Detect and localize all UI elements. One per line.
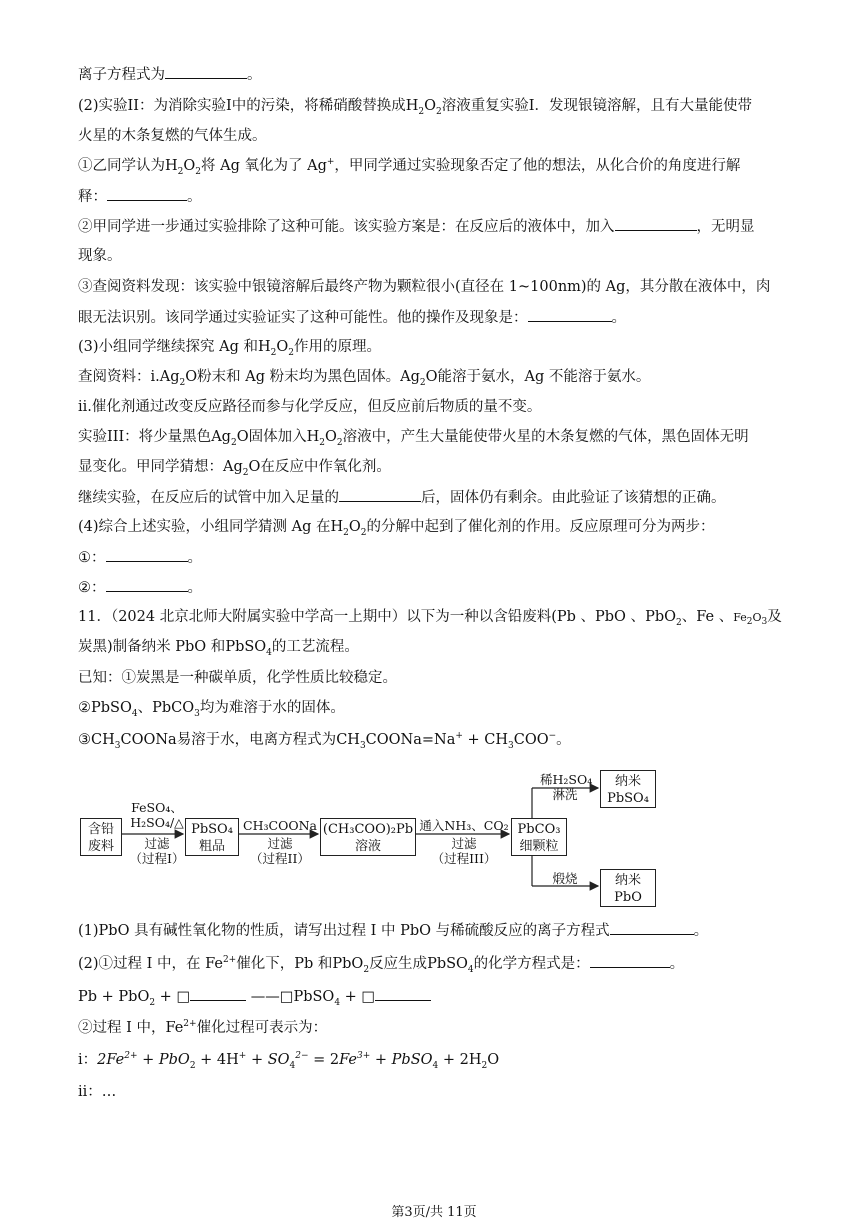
text-line: ③查阅资料发现：该实验中银镜溶解后最终产物为颗粒很小(直径在 1~100nm)的 Ag，其分散在液体中，肉 [78, 279, 771, 295]
text-line: ②甲同学进一步通过实验排除了这种可能。该实验方案是：在反应后的液体中，加入 ，无明显 [78, 216, 755, 237]
text-line: 显变化。甲同学猜想：$Ag_2O$在反应中作氧化剂。 [78, 459, 391, 478]
box-lead-acetate: (CH₃COO)₂Pb 溶液 [320, 818, 416, 856]
question-11-title: 11．（2024 北京北师大附属实验中学高一上期中）以下为一种以含铅废料(Pb 、PbO 、PbO$_2$、Fe 、$Fe_2O_3$及 [78, 609, 782, 628]
text-line: ②PbSO$_4$、PbCO$_3$均为难溶于水的固体。 [78, 700, 345, 719]
process-flow-diagram [78, 766, 798, 914]
text-line: 实验III：将少量黑色$Ag_2O$固体加入$H_2O_2$溶液中，产生大量能使带火星的木条复燃的气体，黑色固体无明 [78, 429, 749, 448]
text-line: ②过程 I 中，$Fe^{2+}$催化过程可表示为： [78, 1019, 328, 1036]
text-line: $③CH_3COONa$易溶于水，电离方程式为$CH_3COONa=Na^+ + CH_3COO^-$。 [78, 731, 571, 751]
box-lead-waste: 含铅 废料 [80, 818, 122, 856]
step5-label: 煅烧 [552, 871, 578, 886]
text-line: (1)PbO 具有碱性氧化物的性质，请写出过程 I 中 PbO 与稀硫酸反应的离子方程式 。 [78, 920, 708, 941]
step3-label: 过滤 （过程III） [431, 836, 497, 866]
step1-reagent: FeSO₄、 H₂SO₄/△ [130, 800, 184, 830]
box-nano-pbso4: 纳米 PbSO₄ [600, 770, 656, 808]
text-line: 释： 。 [78, 186, 202, 207]
box-pbco3: PbCO₃ 细颗粒 [511, 818, 567, 856]
box-pbso4-crude: PbSO₄ 粗品 [185, 818, 239, 856]
text-line: ii：… [78, 1084, 117, 1100]
box-nano-pbo: 纳米 PbO [600, 869, 656, 907]
text-line: 现象。 [78, 248, 122, 264]
equation-i: i：$2Fe^{2+} + PbO_2 + 4H^+ + SO_4^{2-} = 2Fe^{3+}$ + PbSO$_4$ + $2H_2O$ [78, 1051, 500, 1071]
text-line: (3)小组同学继续探究 Ag 和$H_2O_2$作用的原理。 [78, 339, 382, 358]
step1-label: 过滤 （过程I） [129, 836, 185, 866]
text-line: (2)①过程 I 中，在 $Fe^{2+}$催化下，Pb 和PbO$_2$反应生成PbSO$_4$的化学方程式是： 。 [78, 953, 684, 974]
text-line: ii.催化剂通过改变反应路径而参与化学反应，但反应前后物质的量不变。 [78, 399, 542, 415]
text-line: 火星的木条复燃的气体生成。 [78, 128, 267, 144]
text-line: 离子方程式为 。 [78, 64, 262, 85]
text-line: ①乙同学认为$H_2O_2$将 Ag 氧化为了 Ag+，甲同学通过实验现象否定了他的想法，从化合价的角度进行解 [78, 157, 741, 177]
step3-reagent: 通入NH₃、CO₂ [419, 818, 509, 833]
step4-reagent: 稀H₂SO₄ 淋洗 [540, 772, 593, 802]
step2-label: 过滤 （过程II） [250, 836, 310, 866]
text-line: ①： 。 [78, 547, 202, 568]
text-line: 继续实验，在反应后的试管中加入足量的 后，固体仍有剩余。由此验证了该猜想的正确。 [78, 487, 726, 508]
text-line: (4)综合上述实验，小组同学猜测 Ag 在$H_2O_2$的分解中起到了催化剂的作用。反应原理可分为两步： [78, 519, 715, 538]
text-line: 眼无法识别。该同学通过实验证实了这种可能性。他的操作及现象是： 。 [78, 307, 626, 328]
text-line: ②： 。 [78, 577, 202, 598]
step2-reagent: CH₃COONa [243, 818, 317, 833]
page-footer: 第3页/共 11页 [391, 1205, 477, 1220]
text-line: 炭黑)制备纳米 PbO 和PbSO$_4$的工艺流程。 [78, 639, 359, 658]
text-line: 已知：①炭黑是一种碳单质，化学性质比较稳定。 [78, 670, 397, 686]
text-line: 查阅资料：$i.Ag_2O$粉末和 Ag 粉末均为黑色固体。$Ag_2O$能溶于氨水，Ag 不能溶于氨水。 [78, 369, 651, 388]
text-line: (2)实验II：为消除实验I中的污染，将稀硝酸替换成$H_2O_2$溶液重复实验I．发现银镜溶解，且有大量能使带 [78, 98, 752, 117]
equation-blank: Pb + PbO$_2$ + □ ——□PbSO$_4$ + □ [78, 986, 431, 1007]
